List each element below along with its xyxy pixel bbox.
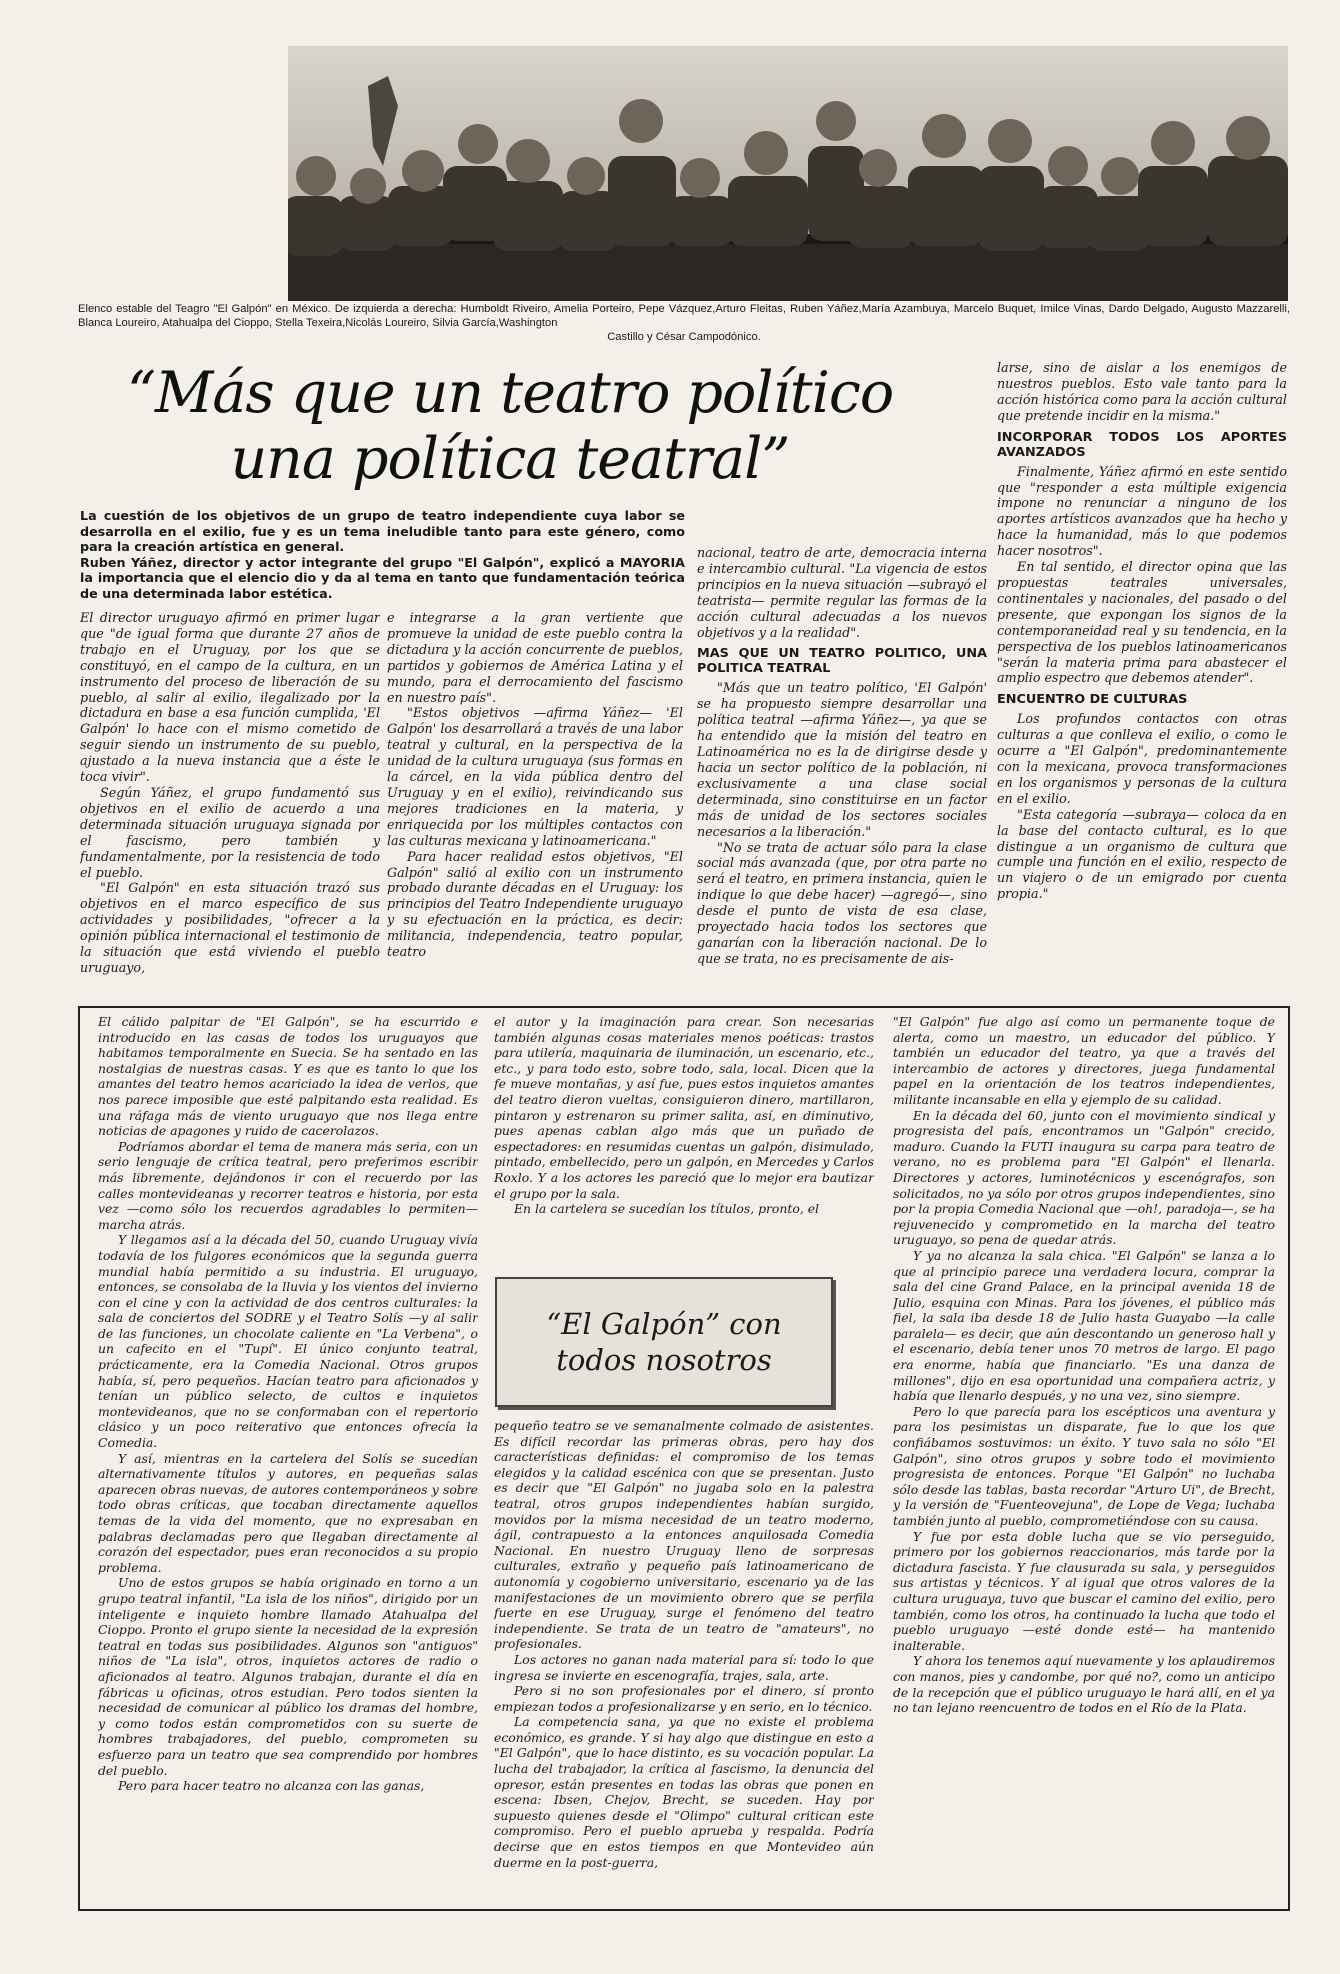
box-column-2-top <box>494 1014 874 1270</box>
subheading-encuentro-de-culturas: ENCUENTRO DE CULTURAS <box>997 692 1188 708</box>
col2-p3: Para hacer realidad estos objetivos, "El Galpón" salió al exilio con un instrumento probado durante décadas en el Uruguay: los principios del Teatro Independiente uruguayo y su efectuación en la práctica, es decir: militancia, independencia, teatro popular, teatro <box>387 848 683 960</box>
headline <box>70 360 950 492</box>
col3-p3: "No se trata de actuar sólo para la clase social más avanzada (que, por otra parte no será el teatro, en primera instancia, quien le indique lo que debe hacer) —agregó—, sino desde el punto de vista de esa clase, proyectado hacia todos los sectores que ganarían con la liberación nacional. De lo que se trata, no es precisamente de ais- <box>697 839 987 966</box>
col1-p1: El director uruguayo afirmó en primer lugar que "de igual forma que durante 27 años de trabajo en el Uruguay, por los que se constituyó, en el campo de la cultura, en un instrumento del proceso de liberación de su pueblo, al salir al exilio, ilegalizado por la dictadura en base a esa función cumplida, 'El Galpón' lo hace con el mismo cometido de seguir siendo un instrumento de su pueblo, ajustado a la nueva instancia que a éste le toca vivir". <box>80 610 380 785</box>
article-column-3 <box>697 545 987 1000</box>
box-col3-p1: "El Galpón" fue algo así como un permanente toque de alerta, como un maestro, un educador del público. Y también un educador del teatro, ya que a través del intercambio de actores y directores, juega fundamental papel en la orientación de los teatros independientes, militante incansable en ella y ejemplo de su calidad. <box>893 1014 1275 1107</box>
article-column-1 <box>80 610 380 1000</box>
col4-p3: En tal sentido, el director opina que las propuestas teatrales universales, continentales y nacionales, del pasado o del presente, que expongan los signos de la contemporaneidad real y su tendencia, en la perspectiva de los pueblos latinoamericanos "serán la materia prima para abastecer el amplio espectro que debemos atender". <box>997 559 1287 686</box>
box-col2b-p3: Pero si no son profesionales por el dinero, sí pronto empiezan todos a profesionalizarse y en serio, en lo técnico. <box>494 1683 874 1714</box>
box-col3-p5: Y fue por esta doble lucha que se vio perseguido, primero por los gobiernos reaccionarios, más tarde por la dictadura fascista. Y fue clausurada su sala, y perseguidos sus artistas y técnicos. Y al igual que otros valores de la cultura uruguaya, tuvo que buscar el camino del exilio, pero también, como los otros, ha continuado la lucha que todo el pueblo uruguayo —esté donde esté— ha mantenido inalterable. <box>893 1528 1275 1653</box>
box-column-3 <box>893 1014 1275 1904</box>
col3-p2: "Más que un teatro político, 'El Galpón' se ha propuesto siempre desarrollar una política teatral —afirma Yáñez—, ya que se ha entendido que la misión del teatro en Latinoamérica no es la de dirigirse desde y hacia un sector político de la población, ni exclusivamente a una clase social determinada, sino constituirse en un factor más de unidad de los sectores sociales necesarios a la liberación." <box>697 680 987 839</box>
box-col2a-p1: el autor y la imaginación para crear. Son necesarias también algunas cosas materiales menos poéticas: trastos para utilería, maquinaria de iluminación, un escenario, etc., etc., y para todo esto, sobre todo, sala, local. Dicen que la fe mueve montañas, y así fue, pues estos inquietos amantes del teatro dieron vueltas, consiguieron dinero, martillaron, pintaron y estrenaron su primer salita, así, en diminutivo, pues apenas cablan algo más que un puñado de espectadores: en resumidas cuentas un galpón, disimulado, pintado, embellecido, pero un galpón, en Mercedes y Carlos Roxlo. Y a los actores les pareció que lo mejor era bautizar el grupo por la sala. <box>494 1014 874 1201</box>
lead-p1: La cuestión de los objetivos de un grupo de teatro independiente cuya labor se desarrolla en el exilio, fue y es un tema ineludible tanto para este género, como para la creación artística en general. <box>80 508 685 554</box>
box-col3-p3: Y ya no alcanza la sala chica. "El Galpón" se lanza a lo que al principio parece una verdadera locura, comprar la sala del cine Grand Palace, en la principal avenida 18 de Julio, esquina con Minas. Para los jóvenes, el público más fiel, la sala iba desde 18 de Julio hasta Guayabo —la calle paralela— es decir, que aún descontando un generoso hall y el escenario, debía tener unos 70 metros de largo. El pago era enorme, había que financiarlo. "Es una danza de millones", dijo en esa oportunidad una compañera actriz, y había que llenarlo después, y no una vez, sino siempre. <box>893 1247 1275 1404</box>
col1-p3: "El Galpón" en esta situación trazó sus objetivos en el marco específico de sus actividades y posibilidades, "ofrecer a la opinión pública internacional el testimonio de la situación que está viviendo el pueblo uruguayo, <box>80 880 380 975</box>
inset-title-line-1: “El Galpón” con <box>546 1307 782 1341</box>
caption-text-last: Castillo y César Campodónico. <box>607 331 761 343</box>
col4-p5: "Esta categoría —subraya— coloca da en la base del contacto cultural, es lo que distingue a un organismo de cultura que cumple una función en el exilio, respecto de un viajero o de un emigrado por cuenta propia." <box>997 806 1287 902</box>
box-column-2-bottom <box>494 1418 874 1904</box>
box-column-1 <box>98 1014 478 1904</box>
lead-p2: Ruben Yáñez, director y actor integrante del grupo "El Galpón", explicó a MAYORIA la importancia que el elencio dio y da al tema en tanto que fundamentación teórica de una determinada labor estética. <box>80 554 685 601</box>
col3-p1: nacional, teatro de arte, democracia interna e intercambio cultural. "La vigencia de estos principios en la nueva situación —subrayó el teatrista— permite regular las formas de la acción cultural adecuadas a los nuevos objetivos y a la realidad". <box>697 545 987 640</box>
box-col1-p1: El cálido palpitar de "El Galpón", se ha escurrido e introducido en las casas de todos los uruguayos que habitamos temporalmente en Suecia. Se ha sentado en las nostalgias de nuestras casas. Y es que es tanto lo que los amantes del teatro hemos acariciado la idea de verlos, que nos parece imposible que esté palpitando esta realidad. Es una ráfaga más de viento uruguayo que nos llega entre noticias de apagones y ruido de cacerolazos. <box>98 1014 478 1139</box>
headline-line-1: “Más que un teatro político <box>126 360 894 426</box>
col4-p2: Finalmente, Yáñez afirmó en este sentido que "responder a esta múltiple exigencia impone no renunciar a ninguno de los aportes artísticos avanzados que ha hecho y hace la humanidad, más lo que podemos hacer nosotros". <box>997 463 1287 559</box>
box-col2b-p4: La competencia sana, ya que no existe el problema económico, es grande. Y si hay algo que distingue en esto a "El Galpón", que lo hace distinto, es su vocación popular. La lucha del trabajador, la crítica al fascismo, la denuncia del opresor, están presentes en todas las obras que ponen en escena: Ibsen, Chejov, Brecht, se suceden. Hay por supuesto quienes desde el "Olimpo" cultural critican este compromiso. Pero el pueblo aprueba y respalda. Podría decirse que en estos tiempos en que Montevideo aún duerme en la post-guerra, <box>494 1714 874 1870</box>
inset-title-line-2: todos nosotros <box>556 1343 772 1377</box>
subheading-incorporar-todos: INCORPORAR TODOS LOS APORTES AVANZADOS <box>997 429 1287 460</box>
box-col3-p2: En la década del 60, junto con el movimiento sindical y progresista del país, encontramos un "Galpón" crecido, maduro. Cuando la FUTI inaugura su carpa para teatro de verano, no es problema para "El Galpón" el llenarla. Directores y actores, luminotécnicos y escenógrafos, son solicitados, no ya sólo por otros grupos independientes, sino por la propia Comedia Nacional que —oh!, paradoja—, se ha rejuvenecido y comprometido en la marcha del teatro uruguayo, so pena de quedar atrás. <box>893 1107 1275 1248</box>
subheading-mas-que-un-teatro: MAS QUE UN TEATRO POLITICO, UNA POLITICA TEATRAL <box>697 646 987 677</box>
col1-p2: Según Yáñez, el grupo fundamentó sus objetivos en el exilio de acuerdo a una determinada situación uruguaya signada por el fascismo, pero también y fundamentalmente, por la resistencia de todo el pueblo. <box>80 784 380 880</box>
col4-p4: Los profundos contactos con otras culturas a que conlleva el exilio, o como le ocurre a "El Galpón", predominantemente con la mexicana, provoca transformaciones en los organismos y personas de la cultura en el exilio. <box>997 711 1287 806</box>
photo-people-silhouettes <box>288 46 1288 301</box>
caption-text: Elenco estable del Teagro "El Galpón" en México. De izquierda a derecha: Humboldt Riveiro, Amelia Porteiro, Pepe Vázquez,Arturo Fleitas, Ruben Yáñez,María Azambuya, Marcelo Buquet, Imilce Vinas, Dardo Delgado, Augusto Mazzarelli, Blanca Loureiro, Atahualpa del Cioppo, Stella Texeira,Nicolás Loureiro, Silvia García,Washington <box>78 303 1290 329</box>
col2-p1: e integrarse a la gran vertiente que promueve la unidad de este pueblo contra la dictadura y la acción concurrente de pueblos, partidos y gobiernos de América Latina y el mundo, para el derrocamiento del fascismo en nuestro país". <box>387 610 683 705</box>
col2-p2: "Estos objetivos —afirma Yáñez— 'El Galpón' los desarrollará a través de una labor teatral y cultural, en la perspectiva de la unidad de la cultura uruguaya (sus formas en la cárcel, en la vida pública dentro del Uruguay y en el exilio), reivindicando sus mejores tradiciones en la materia, y enriquecida por los múltiples contactos con las culturas mexicana y latinoamericana." <box>387 705 683 848</box>
lead-paragraph <box>80 508 685 601</box>
box-col3-p4: Pero lo que parecía para los escépticos una aventura y para los pesimistas un disparate, fue lo que los que confiábamos sostuvimos: un éxito. Y tuvo sala no sólo "El Galpón", sino otros grupos y sobre todo el movimiento progresista de entonces. Porque "El Galpón" no luchaba sólo desde las tablas, basta recordar "Arturo Ui", de Brecht, y la versión de "Fuenteovejuna", de Lope de Vega; luchaba también junto al pueblo, comprometiéndose con su causa. <box>893 1403 1275 1528</box>
headline-line-2: una política teatral” <box>230 426 790 492</box>
photo-caption <box>78 302 1290 344</box>
col4-p1: larse, sino de aislar a los enemigos de nuestros pueblos. Esto vale tanto para la acción histórica como para la acción cultural que pretende incidir en la misma." <box>997 360 1287 423</box>
box-col3-p6: Y ahora los tenemos aquí nuevamente y los aplaudiremos con manos, pies y candombe, por qué no?, como un anticipo de la recepción que el público uruguayo le hará allí, en el ya no tan lejano reencuentro de todos en el Río de la Plata. <box>893 1653 1275 1716</box>
box-col1-p2: Podríamos abordar el tema de manera más seria, con un serio lenguaje de crítica teatral, pero preferimos escribir más libremente, dejándonos ir con el recuerdo por las calles montevideanas y recorrer teatros e historia, por esta vez —como sólo los recuerdos agradables lo permiten— marcha atrás. <box>98 1138 478 1232</box>
inset-title-box <box>495 1277 833 1407</box>
article-column-4 <box>997 360 1287 1000</box>
box-col2b-p2: Los actores no ganan nada material para sí: todo lo que ingresa se invierte en escenografía, trajes, sala, arte. <box>494 1651 874 1683</box>
box-col1-p5: Uno de estos grupos se había originado en torno a un grupo teatral infantil, "La isla de los niños", dirigido por un inteligente e inquieto hombre llamado Atahualpa del Cioppo. Pronto el grupo siente la necesidad de la expresión teatral en todas sus posibilidades. Algunos son "antiguos" niños de "La isla", otros, inquietos actores de radio o aficionados al teatro. Algunos trabajan, durante el día en fábricas u oficinas, otros estudian. Pero todos sienten la necesidad de comunicar al público los dramas del hombre, y como todos están comprometidos con su suerte de hombres trabajadores, del pueblo, comprometen su esfuerzo para un teatro que sea comprendido por hombres del pueblo. <box>98 1575 478 1778</box>
group-photo <box>288 46 1288 301</box>
box-col2b-p1: pequeño teatro se ve semanalmente colmado de asistentes. Es difícil recordar las primeras obras, pero hay dos características definidas: el compromiso de los temas elegidos y la calidad escénica con que se presentan. Justo es decir que "El Galpón" no jugaba solo en la palestra teatral, otros grupos independientes habían surgido, movidos por la misma necesidad de un teatro moderno, ágil, contrapuesto a la entonces anquilosada Comedia Nacional. En nuestro Uruguay lleno de sorpresas culturales, extraño y pequeño país latinoamericano de autonomía y cogobierno universitario, escenario ya de las manifestaciones de un movimiento obrero que se perfila fuerte en ese Uruguay, surge el fenómeno del teatro independiente. Se trata de un teatro de "amateurs", no profesionales. <box>494 1418 874 1652</box>
box-col2a-p2: En la cartelera se sucedían los títulos, pronto, el <box>514 1201 819 1217</box>
article-column-2 <box>387 610 683 1000</box>
box-col1-p4: Y así, mientras en la cartelera del Solís se sucedían alternativamente títulos y autores, en pequeñas salas aparecen obras nuevas, de autores contemporáneos y sobre todo obras críticas, que tocaban directamente aquellos temas de la vida del momento, que no expresaban en palabras declamadas pero que llegaban directamente al corazón del espectador, pues eran reconocidos a su propio problema. <box>98 1450 478 1575</box>
box-col1-p3: Y llegamos así a la década del 50, cuando Uruguay vivía todavía de los fulgores económicos que la segunda guerra mundial había permitido a su industria. El uruguayo, entonces, se consolaba de la lluvia y los vientos del invierno con el cine y con la actividad de dos centros culturales: la sala de conciertos del SODRE y el Teatro Solís —y al salir de las funciones, un chocolate caliente en "La Verbena", o un cafecito en el "Tupí". El único conjunto teatral, prácticamente, era la Comedia Nacional. Otros grupos había, sí, pero pequeños. Hacían teatro para aficionados y tenían un público selecto, de cultos e inquietos montevideanos, que no se conformaban con el repertorio clásico y un poco reiterativo que entonces ofrecía la Comedia. <box>98 1232 478 1451</box>
box-col1-p6: Pero para hacer teatro no alcanza con las ganas, <box>118 1778 425 1794</box>
